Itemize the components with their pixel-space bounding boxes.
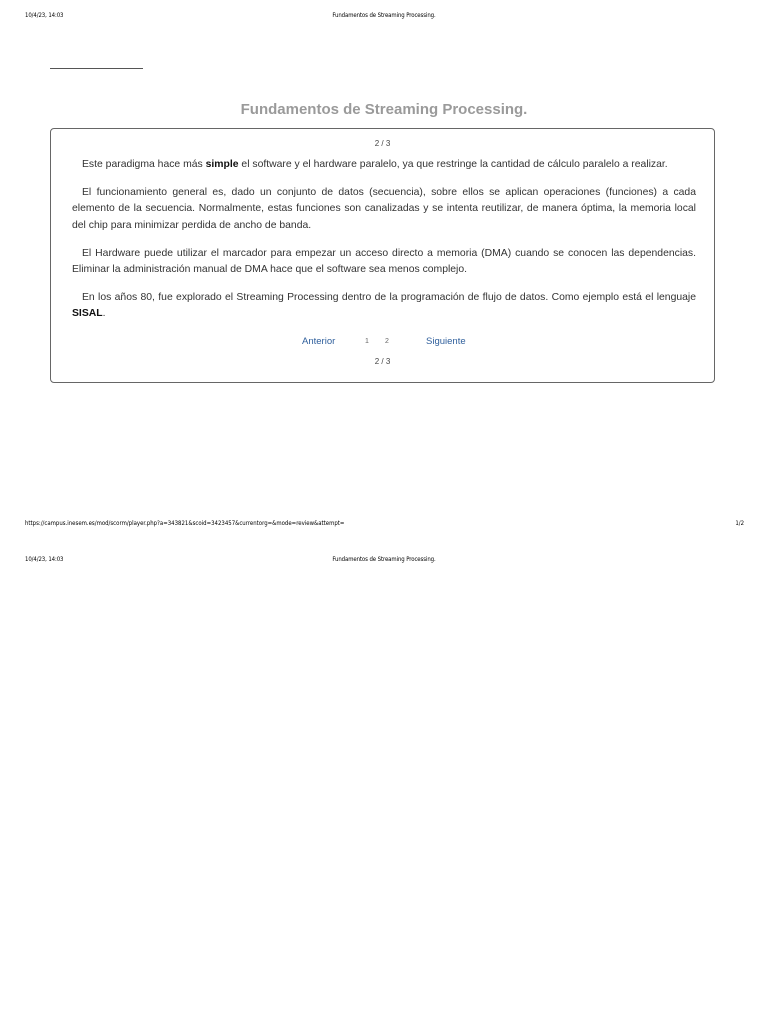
content-body	[72, 157, 696, 335]
next-link[interactable]: Siguiente	[426, 336, 466, 347]
paragraph-4: En los años 80, fue explorado el Streaming Processing dentro de la programación de flujo de datos. Como ejemplo está el lenguaje SISAL.	[72, 292, 696, 320]
paragraph-2: El funcionamiento general es, dado un conjunto de datos (secuencia), sobre ellos se aplican operaciones (funciones) a cada elemento de la secuencia. Normalmente, estas funciones son canalizadas y se intenta reutilizar, de manera óptima, la memoria local del chip para minimizar perdida de ancho de banda.	[72, 187, 696, 231]
print-header-title: Fundamentos de Streaming Processing.	[332, 12, 436, 19]
print-page-number: 1/2	[735, 520, 744, 527]
paragraph-3: El Hardware puede utilizar el marcador para empezar un acceso directo a memoria (DMA) cuando se conocen las dependencias. Eliminar la administración manual de DMA hace que el software sea menos complejo.	[72, 247, 696, 276]
print-header-page2	[0, 556, 768, 568]
horizontal-rule	[50, 68, 143, 69]
print-footer	[0, 520, 768, 530]
page-link-2[interactable]: 2	[385, 338, 389, 345]
page-counter-top: 2 / 3	[374, 139, 391, 148]
pagination	[51, 336, 714, 350]
print-header-title-page2: Fundamentos de Streaming Processing.	[332, 556, 436, 563]
print-datetime: 10/4/23, 14:03	[25, 12, 64, 19]
bold-term-simple: simple	[205, 159, 239, 170]
page-link-1[interactable]: 1	[365, 338, 369, 345]
previous-link[interactable]: Anterior	[302, 336, 336, 347]
page-counter-bottom: 2 / 3	[374, 357, 391, 366]
content-card	[50, 128, 715, 383]
bold-term-sisal: SISAL	[72, 308, 103, 320]
page-title: Fundamentos de Streaming Processing.	[240, 101, 528, 118]
print-header	[0, 12, 768, 24]
print-datetime-page2: 10/4/23, 14:03	[25, 556, 64, 563]
paragraph-1: Este paradigma hace más simple el software y el hardware paralelo, ya que restringe la cantidad de cálculo paralelo a realizar.	[82, 159, 668, 170]
print-url: https://campus.inesem.es/mod/scorm/player.php?a=343821&scoid=3423457&currentorg=&mode=review&attempt=	[25, 520, 345, 527]
